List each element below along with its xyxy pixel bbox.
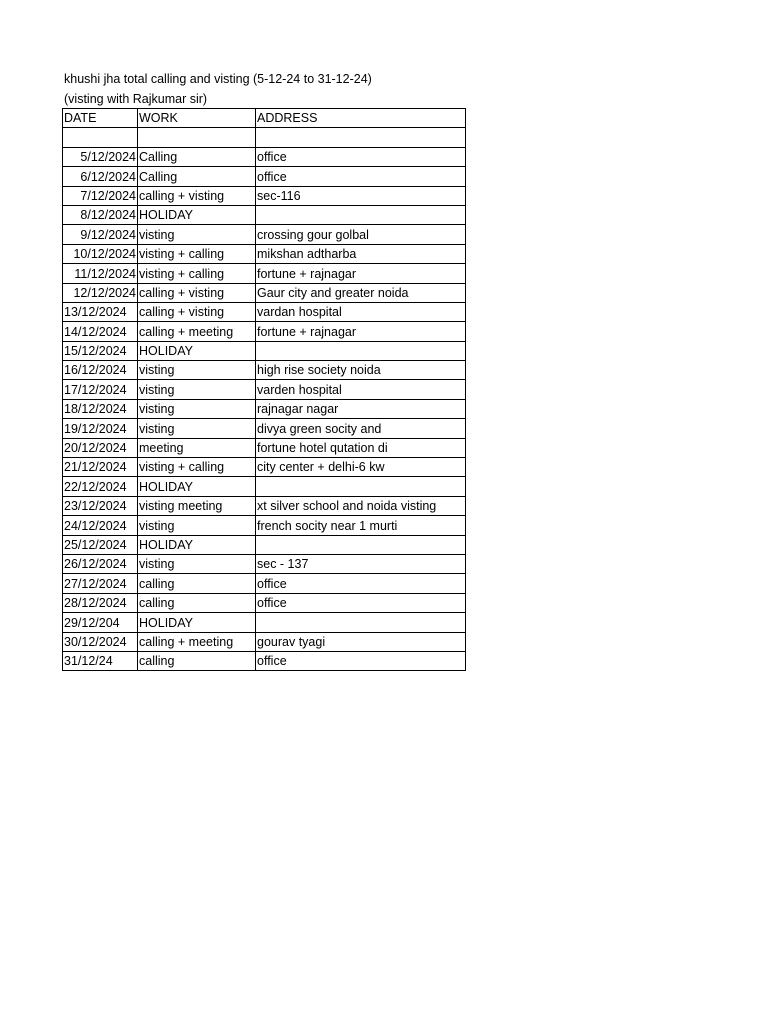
table-row bbox=[63, 477, 466, 496]
table-row bbox=[63, 458, 466, 477]
table-row bbox=[63, 574, 466, 593]
cell-address[interactable]: office bbox=[256, 651, 466, 670]
cell-work[interactable]: visting + calling bbox=[138, 244, 256, 263]
cell-address[interactable]: mikshan adtharba bbox=[256, 244, 466, 263]
cell-address[interactable]: fortune + rajnagar bbox=[256, 322, 466, 341]
table-body bbox=[63, 128, 466, 671]
cell-work[interactable]: visting bbox=[138, 554, 256, 573]
cell-work[interactable]: visting bbox=[138, 225, 256, 244]
cell-date[interactable]: 21/12/2024 bbox=[63, 458, 138, 477]
table-row bbox=[63, 264, 466, 283]
cell-work[interactable]: calling + visting bbox=[138, 302, 256, 321]
cell-work[interactable]: visting meeting bbox=[138, 496, 256, 515]
cell-address[interactable]: Gaur city and greater noida bbox=[256, 283, 466, 302]
cell-address[interactable]: city center + delhi-6 kw bbox=[256, 458, 466, 477]
cell-work[interactable]: calling + meeting bbox=[138, 322, 256, 341]
cell-address[interactable] bbox=[256, 477, 466, 496]
table-row bbox=[63, 302, 466, 321]
table-row bbox=[63, 651, 466, 670]
cell-work[interactable]: HOLIDAY bbox=[138, 535, 256, 554]
cell-work[interactable]: calling bbox=[138, 593, 256, 612]
cell-date[interactable]: 30/12/2024 bbox=[63, 632, 138, 651]
cell-address[interactable]: sec-116 bbox=[256, 186, 466, 205]
cell-date[interactable]: 31/12/24 bbox=[63, 651, 138, 670]
cell-work[interactable]: HOLIDAY bbox=[138, 477, 256, 496]
cell-address[interactable]: french socity near 1 murti bbox=[256, 516, 466, 535]
cell-address[interactable]: varden hospital bbox=[256, 380, 466, 399]
cell-date[interactable] bbox=[63, 128, 138, 147]
cell-date[interactable]: 18/12/2024 bbox=[63, 399, 138, 418]
cell-work[interactable]: calling + meeting bbox=[138, 632, 256, 651]
cell-address[interactable]: fortune hotel qutation di bbox=[256, 438, 466, 457]
cell-date[interactable]: 11/12/2024 bbox=[63, 264, 138, 283]
table-row bbox=[63, 438, 466, 457]
cell-address[interactable]: office bbox=[256, 167, 466, 186]
table-row bbox=[63, 361, 466, 380]
cell-address[interactable]: high rise society noida bbox=[256, 361, 466, 380]
cell-work[interactable]: visting bbox=[138, 361, 256, 380]
cell-date[interactable]: 10/12/2024 bbox=[63, 244, 138, 263]
table-header-row bbox=[63, 109, 466, 128]
cell-work[interactable]: HOLIDAY bbox=[138, 341, 256, 360]
table-row bbox=[63, 593, 466, 612]
cell-address[interactable]: fortune + rajnagar bbox=[256, 264, 466, 283]
cell-date[interactable]: 28/12/2024 bbox=[63, 593, 138, 612]
cell-address[interactable]: sec - 137 bbox=[256, 554, 466, 573]
cell-date[interactable]: 8/12/2024 bbox=[63, 205, 138, 224]
cell-address[interactable]: gourav tyagi bbox=[256, 632, 466, 651]
cell-date[interactable]: 26/12/2024 bbox=[63, 554, 138, 573]
table-row bbox=[63, 205, 466, 224]
table-row bbox=[63, 128, 466, 147]
cell-work[interactable]: visting + calling bbox=[138, 458, 256, 477]
table-row bbox=[63, 554, 466, 573]
table-row bbox=[63, 147, 466, 166]
cell-date[interactable]: 20/12/2024 bbox=[63, 438, 138, 457]
cell-work[interactable]: HOLIDAY bbox=[138, 205, 256, 224]
cell-address[interactable]: vardan hospital bbox=[256, 302, 466, 321]
cell-date[interactable]: 17/12/2024 bbox=[63, 380, 138, 399]
cell-date[interactable]: 22/12/2024 bbox=[63, 477, 138, 496]
cell-address[interactable]: office bbox=[256, 574, 466, 593]
table-row bbox=[63, 283, 466, 302]
cell-work[interactable]: HOLIDAY bbox=[138, 613, 256, 632]
cell-work[interactable]: visting bbox=[138, 516, 256, 535]
table-row bbox=[63, 341, 466, 360]
table-row bbox=[63, 613, 466, 632]
cell-address[interactable] bbox=[256, 128, 466, 147]
cell-date[interactable]: 7/12/2024 bbox=[63, 186, 138, 205]
cell-work[interactable]: calling + visting bbox=[138, 186, 256, 205]
cell-date[interactable]: 13/12/2024 bbox=[63, 302, 138, 321]
cell-work[interactable]: Calling bbox=[138, 167, 256, 186]
cell-date[interactable]: 19/12/2024 bbox=[63, 419, 138, 438]
cell-date[interactable]: 29/12/204 bbox=[63, 613, 138, 632]
cell-date[interactable]: 16/12/2024 bbox=[63, 361, 138, 380]
table-row bbox=[63, 186, 466, 205]
cell-address[interactable]: office bbox=[256, 147, 466, 166]
cell-work[interactable]: visting bbox=[138, 399, 256, 418]
table-row bbox=[63, 225, 466, 244]
cell-date[interactable]: 6/12/2024 bbox=[63, 167, 138, 186]
table-row bbox=[63, 244, 466, 263]
cell-address[interactable] bbox=[256, 535, 466, 554]
cell-address[interactable]: crossing gour golbal bbox=[256, 225, 466, 244]
cell-date[interactable]: 24/12/2024 bbox=[63, 516, 138, 535]
cell-date[interactable]: 23/12/2024 bbox=[63, 496, 138, 515]
cell-work[interactable]: calling + visting bbox=[138, 283, 256, 302]
table-row bbox=[63, 399, 466, 418]
table-row bbox=[63, 496, 466, 515]
table-row bbox=[63, 632, 466, 651]
cell-address[interactable]: rajnagar nagar bbox=[256, 399, 466, 418]
activity-table bbox=[62, 108, 466, 671]
cell-address[interactable] bbox=[256, 341, 466, 360]
sheet-subtitle: (visting with Rajkumar sir) bbox=[64, 92, 208, 106]
cell-date[interactable]: 9/12/2024 bbox=[63, 225, 138, 244]
cell-date[interactable]: 14/12/2024 bbox=[63, 322, 138, 341]
cell-work[interactable]: meeting bbox=[138, 438, 256, 457]
cell-date[interactable]: 15/12/2024 bbox=[63, 341, 138, 360]
header-work[interactable]: WORK bbox=[138, 109, 256, 128]
header-date[interactable]: DATE bbox=[63, 109, 138, 128]
table-row bbox=[63, 380, 466, 399]
cell-work[interactable]: Calling bbox=[138, 147, 256, 166]
cell-date[interactable]: 5/12/2024 bbox=[63, 147, 138, 166]
cell-date[interactable]: 25/12/2024 bbox=[63, 535, 138, 554]
table-row bbox=[63, 322, 466, 341]
cell-address[interactable]: xt silver school and noida visting bbox=[256, 496, 466, 515]
cell-date[interactable]: 12/12/2024 bbox=[63, 283, 138, 302]
sheet-title: khushi jha total calling and visting (5-12-24 to 31-12-24) bbox=[64, 72, 372, 86]
table-row bbox=[63, 535, 466, 554]
cell-work[interactable]: calling bbox=[138, 651, 256, 670]
table-row bbox=[63, 167, 466, 186]
header-address[interactable]: ADDRESS bbox=[256, 109, 466, 128]
cell-address[interactable]: office bbox=[256, 593, 466, 612]
table-row bbox=[63, 516, 466, 535]
cell-address[interactable] bbox=[256, 205, 466, 224]
cell-work[interactable]: calling bbox=[138, 574, 256, 593]
cell-work[interactable]: visting + calling bbox=[138, 264, 256, 283]
cell-address[interactable] bbox=[256, 613, 466, 632]
cell-work[interactable] bbox=[138, 128, 256, 147]
cell-work[interactable]: visting bbox=[138, 380, 256, 399]
cell-work[interactable]: visting bbox=[138, 419, 256, 438]
cell-address[interactable]: divya green socity and bbox=[256, 419, 466, 438]
cell-date[interactable]: 27/12/2024 bbox=[63, 574, 138, 593]
table-row bbox=[63, 419, 466, 438]
